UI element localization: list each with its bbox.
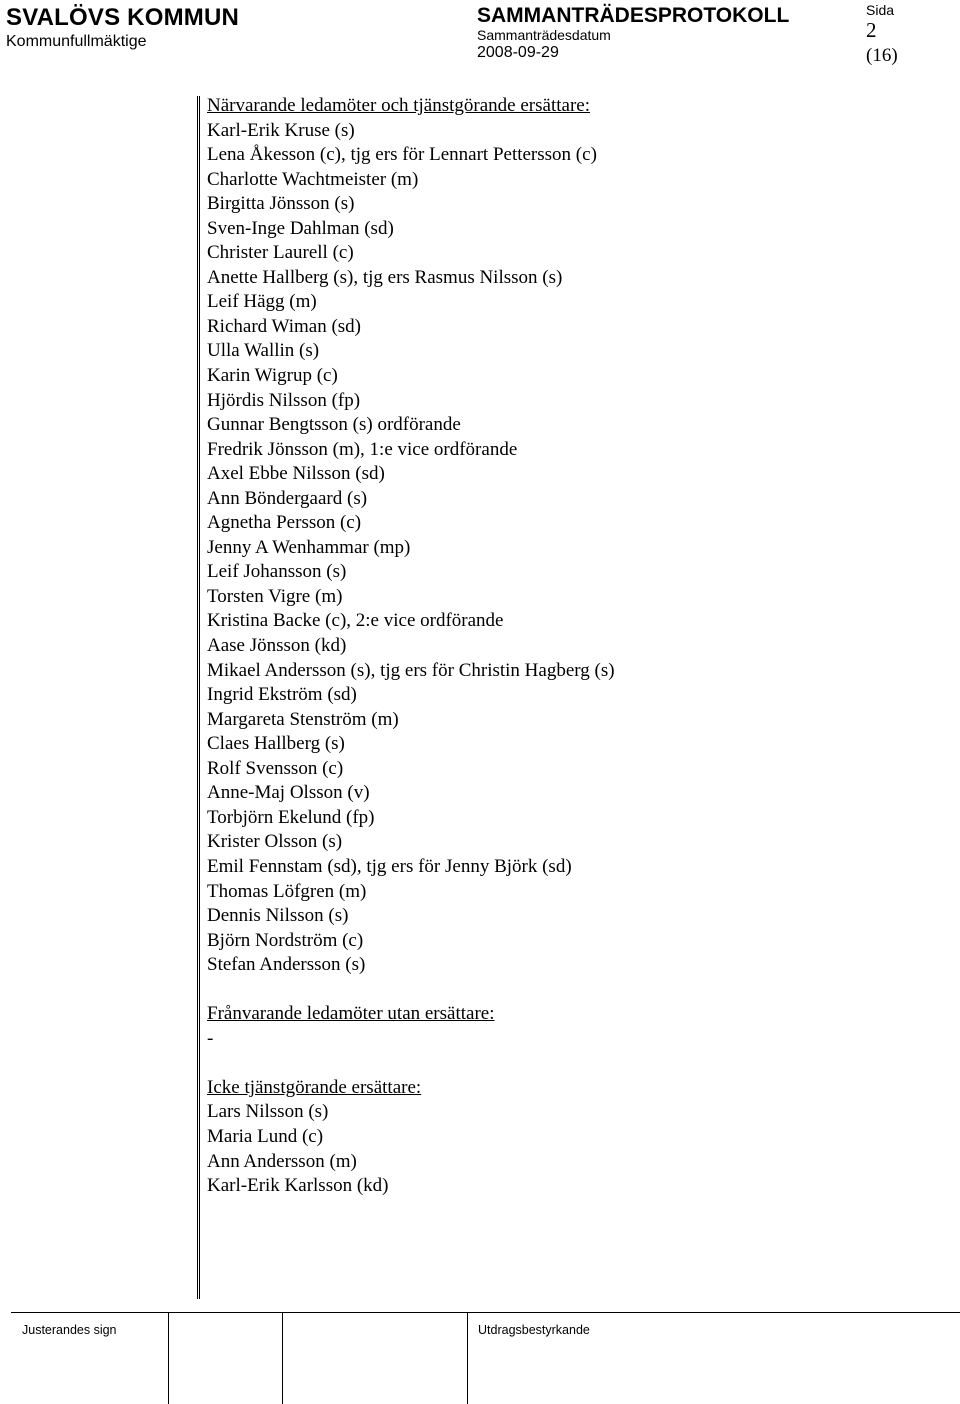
member-line: Margareta Stenström (m) — [207, 708, 399, 730]
member-line: Ann Böndergaard (s) — [207, 487, 368, 509]
member-line: Thomas Löfgren (m) — [207, 880, 367, 902]
member-line: Claes Hallberg (s) — [207, 733, 345, 755]
signature-row — [11, 1312, 960, 1404]
member-line: Ulla Wallin (s) — [207, 340, 320, 362]
meeting-date-label: Sammanträdesdatum — [477, 27, 611, 43]
member-line: Christer Laurell (c) — [207, 242, 354, 264]
member-line: Anette Hallberg (s), tjg ers Rasmus Nilsson (s) — [207, 266, 563, 288]
page-total: (16) — [866, 45, 898, 66]
member-line: Björn Nordström (c) — [207, 929, 364, 951]
member-line: Rolf Svensson (c) — [207, 757, 344, 779]
member-line: Karin Wigrup (c) — [207, 365, 338, 387]
member-line: Sven-Inge Dahlman (sd) — [207, 217, 394, 239]
member-line: Fredrik Jönsson (m), 1:e vice ordförande — [207, 438, 518, 460]
present-heading: Närvarande ledamöter och tjänstgörande ersättare: — [207, 95, 590, 116]
member-line: Ann Andersson (m) — [207, 1150, 357, 1172]
signature-cell — [168, 1313, 283, 1404]
spacer — [207, 978, 927, 1003]
member-line: Kristina Backe (c), 2:e vice ordförande — [207, 610, 504, 632]
member-line: Maria Lund (c) — [207, 1125, 324, 1147]
page-label: Sida — [866, 2, 895, 18]
member-line: Ingrid Ekström (sd) — [207, 684, 357, 706]
member-line: Torsten Vigre (m) — [207, 585, 343, 607]
attendance-content — [207, 94, 927, 1199]
adjuster-sign-label: Justerandes sign — [22, 1323, 117, 1337]
extract-certification-label: Utdragsbestyrkande — [478, 1323, 590, 1337]
member-line: Karl-Erik Kruse (s) — [207, 119, 355, 141]
member-line: Lena Åkesson (c), tjg ers för Lennart Pettersson (c) — [207, 144, 597, 166]
margin-rule-inner — [199, 96, 200, 1299]
spacer — [207, 1051, 927, 1076]
organization-name: SVALÖVS KOMMUN — [6, 4, 240, 31]
member-line: Anne-Maj Olsson (v) — [207, 782, 370, 804]
member-line: Leif Johansson (s) — [207, 561, 347, 583]
page-number: 2 — [866, 18, 877, 42]
member-line: Torbjörn Ekelund (fp) — [207, 806, 375, 828]
absent-value: - — [207, 1027, 214, 1049]
present-member-list — [207, 119, 927, 978]
member-line: Richard Wiman (sd) — [207, 315, 362, 337]
member-line: Jenny A Wenhammar (mp) — [207, 536, 411, 558]
member-line: Agnetha Persson (c) — [207, 512, 362, 534]
member-line: Krister Olsson (s) — [207, 831, 343, 853]
member-line: Emil Fennstam (sd), tjg ers för Jenny Björk (sd) — [207, 855, 572, 877]
body-name: Kommunfullmäktige — [6, 33, 147, 50]
signature-cell — [282, 1313, 468, 1404]
member-line: Birgitta Jönsson (s) — [207, 193, 355, 215]
margin-rule — [197, 96, 198, 1299]
non-serving-heading: Icke tjänstgörande ersättare: — [207, 1076, 422, 1098]
member-line: Dennis Nilsson (s) — [207, 905, 349, 927]
non-serving-member-list — [207, 1100, 927, 1198]
member-line: Axel Ebbe Nilsson (sd) — [207, 463, 385, 485]
member-line: Gunnar Bengtsson (s) ordförande — [207, 414, 461, 436]
member-line: Aase Jönsson (kd) — [207, 635, 347, 657]
meeting-date: 2008-09-29 — [477, 44, 559, 61]
member-line: Stefan Andersson (s) — [207, 954, 366, 976]
member-line: Lars Nilsson (s) — [207, 1101, 329, 1123]
document-type: SAMMANTRÄDESPROTOKOLL — [477, 4, 790, 27]
absent-heading: Frånvarande ledamöter utan ersättare: — [207, 1003, 495, 1025]
member-line: Karl-Erik Karlsson (kd) — [207, 1175, 389, 1197]
member-line: Charlotte Wachtmeister (m) — [207, 168, 419, 190]
member-line: Mikael Andersson (s), tjg ers för Christin Hagberg (s) — [207, 659, 615, 681]
member-line: Leif Hägg (m) — [207, 291, 317, 313]
member-line: Hjördis Nilsson (fp) — [207, 389, 361, 411]
